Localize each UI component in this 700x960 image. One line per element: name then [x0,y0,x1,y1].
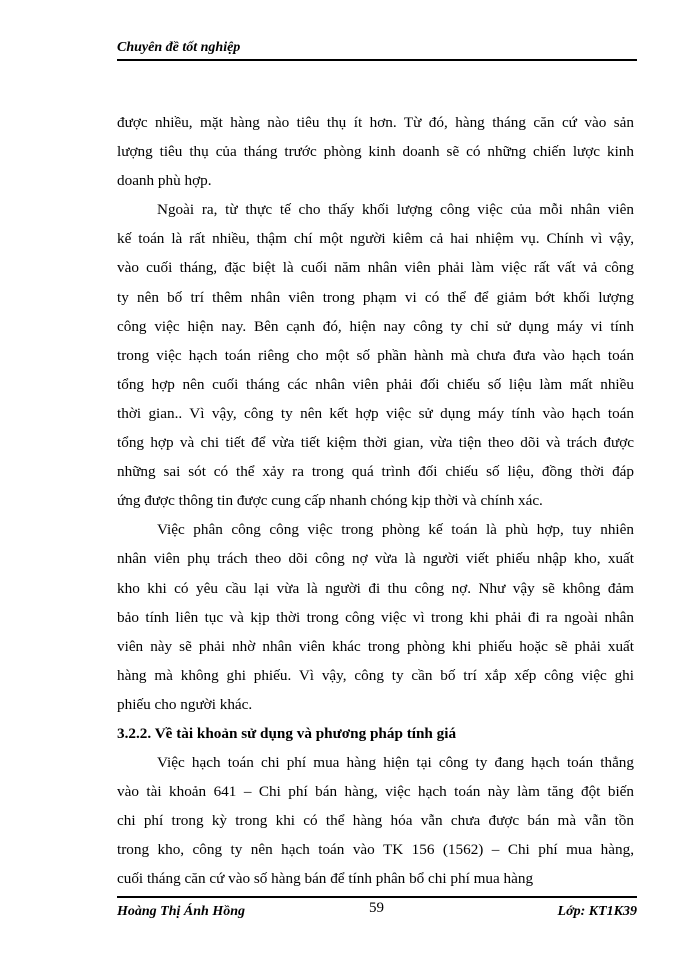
paragraph-line: bảo tính liên tục và kịp thời trong công việc vì trong khi phải đi ra ngoài nhân [117,608,634,626]
paragraph-3 [117,515,634,719]
paragraph-line: thời gian.. Vì vậy, công ty nên kết hợp việc sử dụng máy tính vào hạch toán [117,404,634,422]
page-body [117,108,634,894]
section-heading: 3.2.2. Về tài khoản sử dụng và phương pháp tính giá [117,724,457,742]
paragraph-line: lượng tiêu thụ của tháng trước phòng kinh doanh sẽ có những chiến lược kinh [117,143,634,161]
paragraph-line: những sai sót có thể xảy ra trong quá trình đối chiếu số liệu, đồng thời đáp [117,463,634,481]
paragraph-4 [117,748,634,893]
paragraph-line: phiếu cho người khác. [117,695,253,713]
paragraph-line: nhân viên phụ trách theo dõi công nợ vừa là người viết phiếu nhập kho, xuất [117,550,634,568]
paragraph-line: trong việc hạch toán riêng cho một số phần hành mà chưa đưa vào hạch toán [117,346,634,364]
page-footer [117,896,637,926]
paragraph-1 [117,108,634,195]
paragraph-line: hàng mà không ghi phiếu. Vì vậy, công ty cần bố trí xắp xếp công việc ghi [117,666,634,684]
footer-author: Hoàng Thị Ánh Hồng [117,904,245,919]
page-number: 59 [369,900,384,916]
paragraph-line: Ngoài ra, từ thực tế cho thấy khối lượng công việc của mỗi nhân viên [157,201,634,219]
footer-rule [117,896,637,898]
paragraph-line: vào cuối tháng, đặc biệt là cuối năm nhân viên phải làm việc rất vất vả công [117,259,634,277]
paragraph-line: vào tài khoản 641 – Chi phí bán hàng, việc hạch toán này làm tăng đột biến [117,783,634,801]
page-header [117,40,637,60]
paragraph-line: cuối tháng căn cứ vào số hàng bán để tính phân bổ chi phí mua hàng [117,870,534,888]
footer-class-label: Lớp: KT1K39 [557,904,637,919]
paragraph-line: ứng được thông tin được cung cấp nhanh chóng kịp thời và chính xác. [117,492,543,510]
paragraph-line: công việc hiện nay. Bên cạnh đó, hiện nay công ty chỉ sử dụng máy vi tính [117,317,634,335]
header-rule [117,59,637,61]
paragraph-line: tổng hợp nên cuối tháng các nhân viên phải đối chiếu số liệu làm mất nhiều [117,375,634,393]
paragraph-2 [117,195,634,515]
paragraph-line: trong kho, công ty nên hạch toán vào TK 156 (1562) – Chi phí mua hàng, [117,841,634,859]
paragraph-line: chi phí trong kỳ trong khi có thể hàng hóa vẫn chưa được bán mà vẫn tồn [117,812,634,830]
paragraph-line: được nhiều, mặt hàng nào tiêu thụ ít hơn. Từ đó, hàng tháng căn cứ vào sản [117,114,634,131]
paragraph-line: kho khi có yêu cầu lại vừa là người đi thu công nợ. Như vậy sẽ không đảm [117,579,634,597]
paragraph-line: doanh phù hợp. [117,172,212,190]
header-title: Chuyên đề tốt nghiệp [117,40,241,55]
paragraph-line: viên này sẽ phải nhờ nhân viên khác trong phòng khi phiếu hoặc sẽ phải xuất [117,637,634,655]
paragraph-line: kế toán là rất nhiều, thậm chí một người kiêm cả hai nhiệm vụ. Chính vì vậy, [117,230,634,248]
paragraph-line: ty nên bố trí thêm nhân viên trong phạm vi có thể để giảm bớt khối lượng [117,288,634,306]
paragraph-line: Việc phân công công việc trong phòng kế toán là phù hợp, tuy nhiên [157,521,634,539]
paragraph-line: Việc hạch toán chi phí mua hàng hiện tại công ty đang hạch toán thẳng [157,754,634,772]
paragraph-line: tổng hợp và chi tiết để vừa tiết kiệm thời gian, vừa tiện theo dõi và trách được [117,434,634,452]
